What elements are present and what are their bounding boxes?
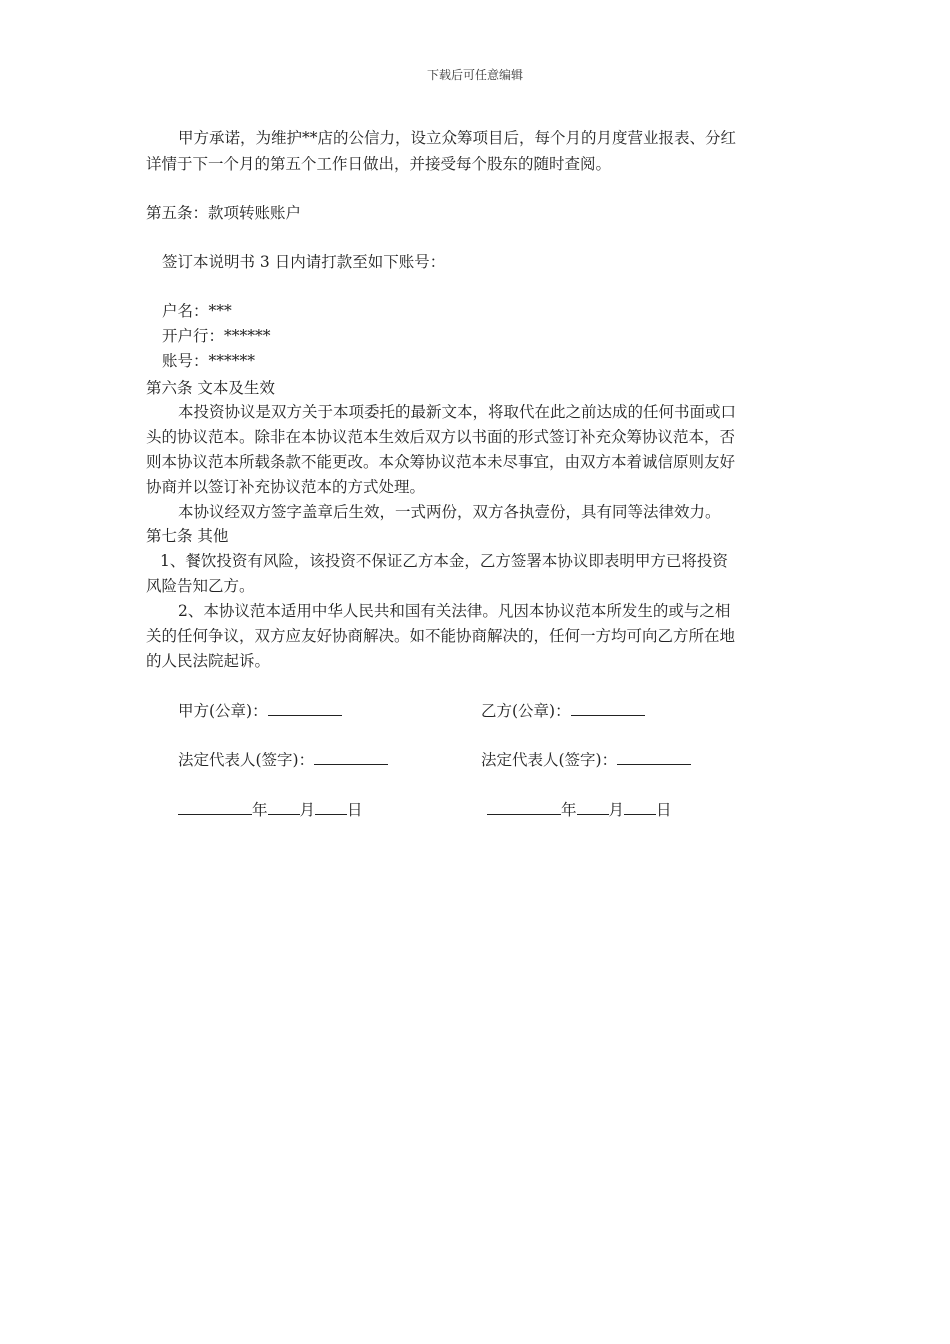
rep-a-signature <box>178 748 388 772</box>
month-blank <box>268 798 300 815</box>
year-label: 年 <box>561 801 577 819</box>
day-blank <box>624 798 656 815</box>
list-item-line: 2、本协议范本适用中华人民共和国有关法律。凡因本协议范本所发生的或与之相 <box>178 602 731 620</box>
list-item-line: 风险告知乙方。 <box>146 577 255 595</box>
paragraph-line: 本协议经双方签字盖章后生效，一式两份，双方各执壹份，具有同等法律效力。 <box>178 503 721 521</box>
paragraph-line: 本投资协议是双方关于本项委托的最新文本，将取代在此之前达成的任何书面或口 <box>178 403 737 421</box>
rep-a-label: 法定代表人(签字)： <box>178 751 315 769</box>
party-b-seal-label: 乙方(公章)： <box>481 702 571 720</box>
party-b-seal-blank <box>571 699 645 716</box>
paragraph-line: 则本协议范本所载条款不能更改。本众筹协议范本未尽事宜，由双方本着诚信原则友好 <box>146 453 736 471</box>
year-blank <box>178 798 252 815</box>
account-name: 户名：*** <box>162 302 232 320</box>
month-label: 月 <box>299 801 316 819</box>
article-6-title: 第六条 文本及生效 <box>146 379 275 397</box>
day-blank <box>315 798 347 815</box>
rep-b-label: 法定代表人(签字)： <box>481 751 618 769</box>
month-label: 月 <box>608 801 625 819</box>
party-b-seal <box>481 699 645 723</box>
paragraph-line: 头的协议范本。除非在本协议范本生效后双方以书面的形式签订补充众筹协议范本，否 <box>146 428 736 446</box>
bank-name: 开户行：****** <box>162 327 271 345</box>
paragraph-line: 甲方承诺，为维护**店的公信力，设立众筹项目后，每个月的月度营业报表、分红 <box>178 129 737 147</box>
list-item-line: 1、餐饮投资有风险，该投资不保证乙方本金，乙方签署本协议即表明甲方已将投资 <box>160 552 728 570</box>
year-label: 年 <box>252 801 268 819</box>
list-item-line: 关的任何争议，双方应友好协商解决。如不能协商解决的，任何一方均可向乙方所在地 <box>146 627 736 645</box>
page-header: 下载后可任意编辑 <box>426 68 523 82</box>
rep-b-blank <box>617 748 691 765</box>
day-label: 日 <box>347 801 363 819</box>
paragraph-line: 详情于下一个月的第五个工作日做出，并接受每个股东的随时查阅。 <box>146 155 612 173</box>
date-b <box>487 798 672 822</box>
paragraph-line: 协商并以签订补充协议范本的方式处理。 <box>146 478 426 496</box>
party-a-seal-blank <box>268 699 342 716</box>
party-a-seal <box>178 699 342 723</box>
rep-b-signature <box>481 748 691 772</box>
article-5-title: 第五条：款项转账账户 <box>146 204 302 222</box>
article-5-intro: 签订本说明书 3 日内请打款至如下账号： <box>162 253 446 271</box>
month-blank <box>577 798 609 815</box>
party-a-seal-label: 甲方(公章)： <box>178 702 268 720</box>
rep-a-blank <box>314 748 388 765</box>
year-blank <box>487 798 561 815</box>
date-a <box>178 798 363 822</box>
day-label: 日 <box>656 801 672 819</box>
list-item-line: 的人民法院起诉。 <box>146 652 271 670</box>
article-7-title: 第七条 其他 <box>146 527 229 545</box>
account-number: 账号：****** <box>162 352 256 370</box>
